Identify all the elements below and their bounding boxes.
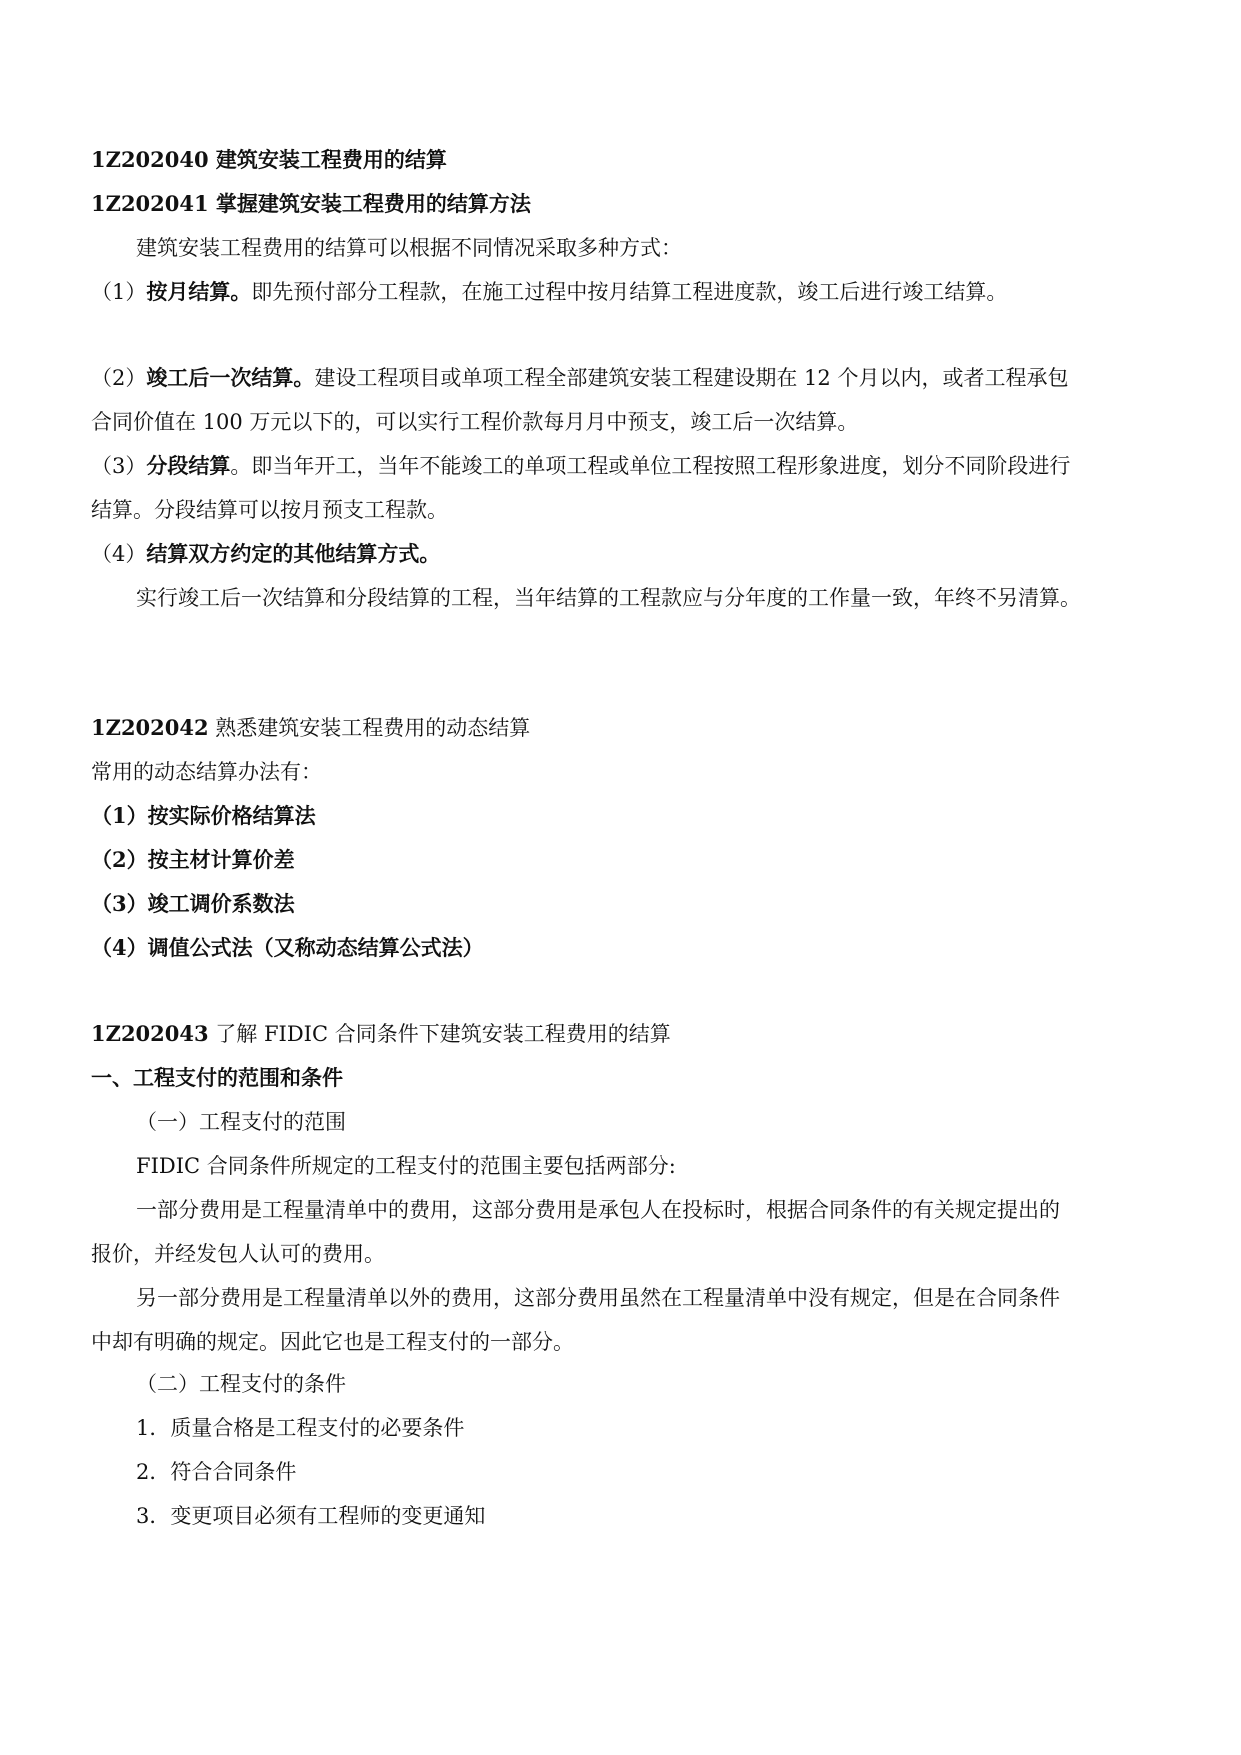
method-item-1-text: 即先预付部分工程款，在施工过程中按月结算工程进度款，竣工后进行竣工结算。 <box>251 280 1008 304</box>
method-item-2-title: 竣工后一次结算。 <box>146 365 315 390</box>
method-item-4-title: 结算双方约定的其他结算方式。 <box>146 541 441 566</box>
dynamic-method-2: （2）按主材计算价差 <box>91 847 295 872</box>
payment-scope-intro: FIDIC 合同条件所规定的工程支付的范围主要包括两部分: <box>136 1154 676 1178</box>
condition-2: 2．符合合同条件 <box>136 1460 297 1484</box>
section-title-1z202043: 了解 FIDIC 合同条件下建筑安装工程费用的结算 <box>208 1022 671 1046</box>
payment-part2: 另一部分费用是工程量清单以外的费用，这部分费用虽然在工程量清单中没有规定，但是在合同条件 <box>136 1286 1060 1310</box>
method-item-2 <box>91 364 1068 392</box>
subsection-heading-payment: 一、工程支付的范围和条件 <box>91 1065 343 1090</box>
method-item-3-title: 分段结算 <box>146 453 231 478</box>
method-item-3 <box>91 452 1070 480</box>
payment-part1-continued: 报价，并经发包人认可的费用。 <box>91 1242 385 1266</box>
method-item-4-label: （4） <box>91 542 147 566</box>
payment-part2-continued: 中却有明确的规定。因此它也是工程支付的一部分。 <box>91 1330 574 1354</box>
method-item-2-label: （2） <box>91 366 147 390</box>
method-item-2-continued: 合同价值在 100 万元以下的，可以实行工程价款每月月中预支，竣工后一次结算。 <box>91 410 859 434</box>
method-item-3-continued: 结算。分段结算可以按月预支工程款。 <box>91 498 448 522</box>
section-title-1z202042: 熟悉建筑安装工程费用的动态结算 <box>208 716 531 740</box>
dynamic-method-1: （1）按实际价格结算法 <box>91 803 316 828</box>
section-heading-1z202041: 1Z202041 掌握建筑安装工程费用的结算方法 <box>91 191 531 216</box>
section-heading-1z202040: 1Z202040 建筑安装工程费用的结算 <box>91 147 447 172</box>
method-item-2-text: 建设工程项目或单项工程全部建筑安装工程建设期在 12 个月以内，或者工程承包 <box>314 366 1069 390</box>
intro-paragraph: 建筑安装工程费用的结算可以根据不同情况采取多种方式： <box>136 236 682 260</box>
method-item-1-title: 按月结算。 <box>146 279 252 304</box>
method-item-1-label: （1） <box>91 280 147 304</box>
method-item-1 <box>91 278 1007 306</box>
payment-part1: 一部分费用是工程量清单中的费用，这部分费用是承包人在投标时，根据合同条件的有关规定提出的 <box>136 1198 1060 1222</box>
method-item-3-text: 。即当年开工，当年不能竣工的单项工程或单位工程按照工程形象进度，划分不同阶段进行 <box>230 454 1071 478</box>
section-heading-1z202042 <box>91 714 530 742</box>
dynamic-method-4: （4）调值公式法（又称动态结算公式法） <box>91 935 484 960</box>
method-item-4 <box>91 540 440 568</box>
settlement-note: 实行竣工后一次结算和分段结算的工程，当年结算的工程款应与分年度的工作量一致，年终不另清算。 <box>136 586 1081 610</box>
section-heading-1z202043 <box>91 1020 671 1048</box>
method-item-3-label: （3） <box>91 454 147 478</box>
payment-scope-heading: （一）工程支付的范围 <box>136 1110 346 1134</box>
dynamic-method-3: （3）竣工调价系数法 <box>91 891 295 916</box>
condition-3: 3．变更项目必须有工程师的变更通知 <box>136 1504 486 1528</box>
payment-conditions-heading: （二）工程支付的条件 <box>136 1372 346 1396</box>
dynamic-intro: 常用的动态结算办法有： <box>91 760 322 784</box>
section-code-1z202043: 1Z202043 <box>91 1021 209 1046</box>
section-code-1z202042: 1Z202042 <box>91 715 209 740</box>
condition-1: 1．质量合格是工程支付的必要条件 <box>136 1416 465 1440</box>
